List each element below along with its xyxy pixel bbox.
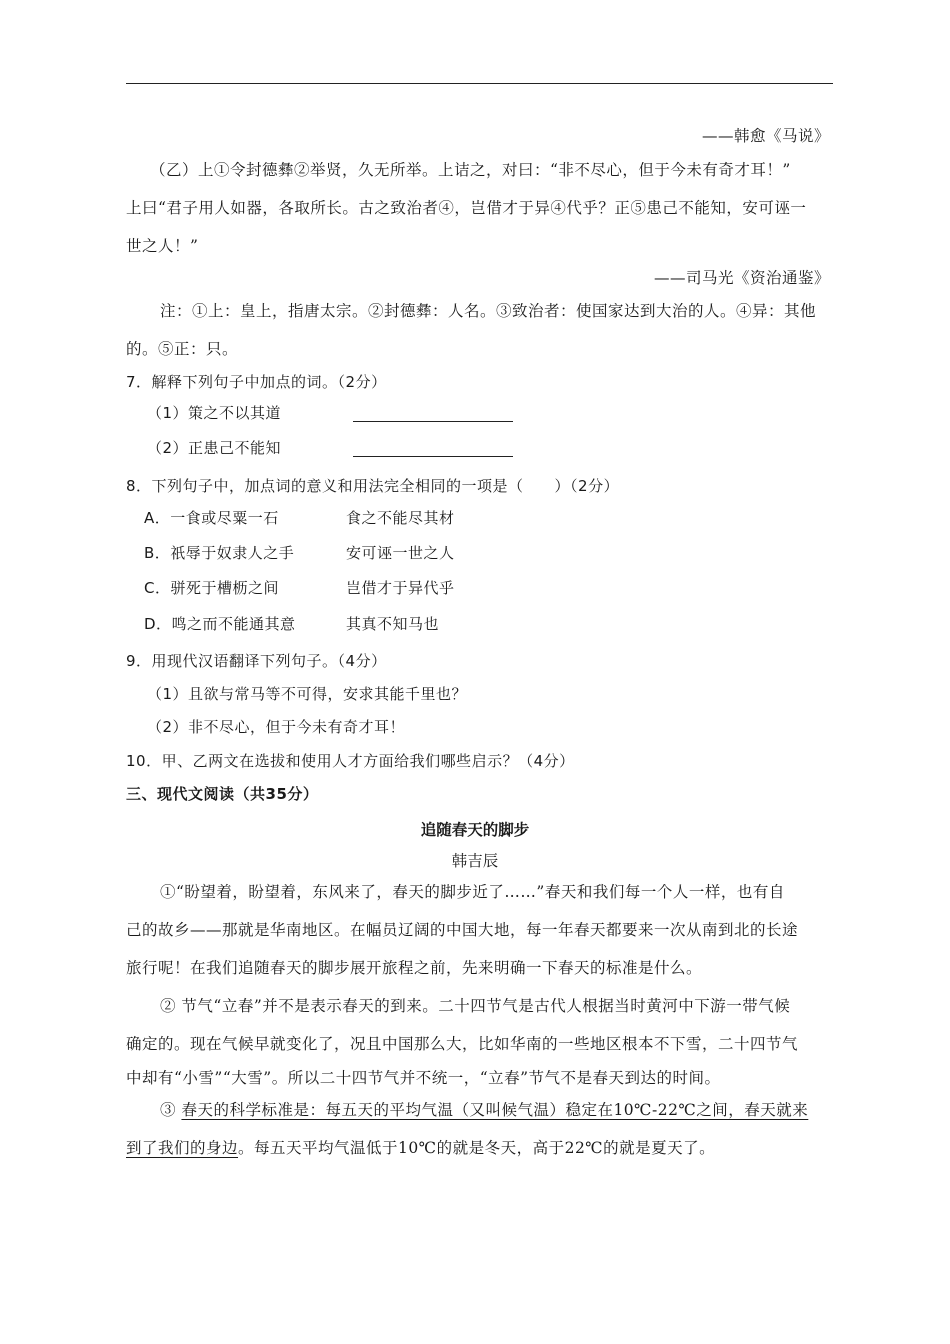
question-9-item-1: （1）且欲与常马等不可得，安求其能千里也？ xyxy=(147,685,468,703)
notes-line-1: 注：①上：皇上，指唐太宗。②封德彝：人名。③致治者：使国家达到大治的人。④异：其他 xyxy=(160,302,817,320)
question-9-stem: 9．用现代汉语翻译下列句子。（4分） xyxy=(126,652,387,670)
answer-blank-7-1[interactable] xyxy=(353,421,513,422)
question-9-item-2: （2）非不尽心，但于今未有奇才耳！ xyxy=(147,718,406,736)
question-7-stem: 7．解释下列句子中加点的词。（2分） xyxy=(126,373,387,391)
article-title: 追随春天的脚步 xyxy=(420,821,530,839)
article-author: 韩吉辰 xyxy=(451,852,499,870)
option-c-right: 岂借才于异代乎 xyxy=(346,579,455,597)
paragraph-1-line-3: 旅行呢！在我们追随春天的脚步展开旅程之前，先来明确一下春天的标准是什么。 xyxy=(126,959,703,977)
question-8-stem: 8．下列句子中，加点词的意义和用法完全相同的一项是（ ）（2分） xyxy=(126,477,620,495)
source-ma-shuo: ——韩愈《马说》 xyxy=(701,127,830,145)
yi-text-line-1: （乙）上①令封德彝②举贤，久无所举。上诘之，对曰：“非不尽心，但于今未有奇才耳！” xyxy=(150,161,791,179)
answer-blank-7-2[interactable] xyxy=(353,456,513,457)
yi-text-line-2: 上曰“君子用人如器，各取所长。古之致治者④，岂借才于异④代乎？正⑤患己不能知，安可诬一 xyxy=(126,199,807,217)
option-d-right: 其真不知马也 xyxy=(346,615,440,633)
paragraph-3-line-1 xyxy=(160,1100,808,1120)
paragraph-2-line-1: ② 节气“立春”并不是表示春天的到来。二十四节气是古代人根据当时黄河中下游一带气候 xyxy=(160,997,791,1015)
yi-text-line-3: 世之人！” xyxy=(126,237,199,255)
paragraph-3-underlined-sentence: 春天的科学标准是：每五天的平均气温（又叫候气温）稳定在10℃-22℃之间，春天就来 xyxy=(181,1101,809,1119)
header-rule xyxy=(126,83,833,84)
paragraph-2-line-3: 中却有“小雪”“大雪”。所以二十四节气并不统一，“立春”节气不是春天到达的时间。 xyxy=(126,1069,721,1087)
option-b-right: 安可诬一世之人 xyxy=(346,544,455,562)
question-7-item-2: （2）正患己不能知 xyxy=(147,439,282,457)
option-a-right: 食之不能尽其材 xyxy=(346,509,455,527)
paragraph-1-line-2: 己的故乡——那就是华南地区。在幅员辽阔的中国大地，每一年春天都要来一次从南到北的长途 xyxy=(126,921,799,939)
paragraph-3-rest: 。每五天平均气温低于10℃的就是冬天，高于22℃的就是夏天了。 xyxy=(238,1139,716,1157)
question-10-stem: 10．甲、乙两文在选拔和使用人才方面给我们哪些启示？（4分） xyxy=(126,752,575,770)
option-c-left: C．骈死于槽枥之间 xyxy=(144,579,279,597)
paragraph-3-underlined-end: 到了我们的身边 xyxy=(126,1139,239,1157)
paragraph-2-line-2: 确定的。现在气候早就变化了，况且中国那么大，比如华南的一些地区根本不下雪，二十四节气 xyxy=(126,1035,799,1053)
paragraph-3-number: ③ xyxy=(160,1101,182,1119)
notes-line-2: 的。⑤正：只。 xyxy=(126,340,239,358)
option-b-left: B．祇辱于奴隶人之手 xyxy=(144,544,295,562)
paragraph-3-line-2 xyxy=(126,1138,715,1158)
source-zizhi-tongjian: ——司马光《资治通鉴》 xyxy=(653,269,830,287)
option-d-left: D．鸣之而不能通其意 xyxy=(144,615,296,633)
section-3-heading: 三、现代文阅读（共35分） xyxy=(126,785,319,803)
option-a-left: A．一食或尽粟一石 xyxy=(144,509,279,527)
question-7-item-1: （1）策之不以其道 xyxy=(147,404,282,422)
paragraph-1-line-1: ①“盼望着，盼望着，东风来了，春天的脚步近了……”春天和我们每一个人一样，也有自 xyxy=(160,883,785,901)
